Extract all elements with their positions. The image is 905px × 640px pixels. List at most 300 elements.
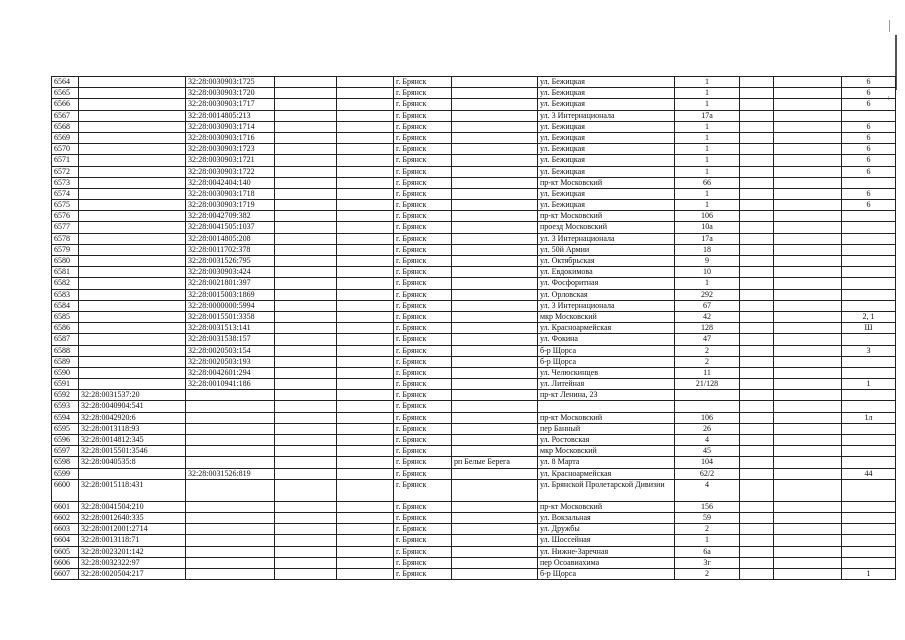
apartment-cell: [842, 244, 896, 255]
street-cell: ул. Евдокимова: [538, 267, 675, 278]
empty-cell: [740, 323, 774, 334]
empty-cell: [740, 121, 774, 132]
apartment-cell: 6: [842, 166, 896, 177]
empty-cell: [337, 267, 394, 278]
settlement-cell: [452, 144, 538, 155]
city-cell: г. Брянск: [394, 435, 452, 446]
empty-cell: [774, 211, 842, 222]
empty-cell: [337, 311, 394, 322]
empty-cell: [275, 379, 337, 390]
settlement-cell: [452, 535, 538, 546]
house-number-cell: 47: [675, 334, 740, 345]
empty-cell: [740, 222, 774, 233]
city-cell: г. Брянск: [394, 121, 452, 132]
row-number: 6579: [52, 244, 79, 255]
apartment-cell: [842, 535, 896, 546]
settlement-cell: [452, 311, 538, 322]
house-number-cell: 1: [675, 155, 740, 166]
city-cell: г. Брянск: [394, 512, 452, 523]
object-cadastral-number: [186, 524, 275, 535]
empty-cell: [740, 166, 774, 177]
object-cadastral-number: 32:28:0000000:5994: [186, 300, 275, 311]
empty-cell: [740, 501, 774, 512]
land-cadastral-number: [79, 345, 186, 356]
object-cadastral-number: 32:28:0042601:294: [186, 367, 275, 378]
settlement-cell: [452, 568, 538, 579]
empty-cell: [740, 256, 774, 267]
house-number-cell: 18: [675, 244, 740, 255]
row-number: 6568: [52, 121, 79, 132]
land-cadastral-number: [79, 121, 186, 132]
row-number: 6566: [52, 99, 79, 110]
object-cadastral-number: [186, 557, 275, 568]
street-cell: ул. Фосфоритная: [538, 278, 675, 289]
house-number-cell: 104: [675, 457, 740, 468]
land-cadastral-number: 32:28:0013118:71: [79, 535, 186, 546]
empty-cell: [774, 524, 842, 535]
table-row: [52, 166, 896, 177]
empty-cell: [337, 200, 394, 211]
empty-cell: [275, 177, 337, 188]
apartment-cell: 6: [842, 99, 896, 110]
row-number: 6584: [52, 300, 79, 311]
row-number: 6601: [52, 501, 79, 512]
empty-cell: [337, 278, 394, 289]
apartment-cell: [842, 267, 896, 278]
house-number-cell: 66: [675, 177, 740, 188]
house-number-cell: 4: [675, 479, 740, 501]
city-cell: г. Брянск: [394, 379, 452, 390]
city-cell: г. Брянск: [394, 423, 452, 434]
object-cadastral-number: 32:28:0030903:1723: [186, 144, 275, 155]
table-row: [52, 323, 896, 334]
land-cadastral-number: [79, 300, 186, 311]
house-number-cell: 1: [675, 121, 740, 132]
house-number-cell: 1: [675, 77, 740, 88]
land-cadastral-number: [79, 144, 186, 155]
object-cadastral-number: 32:28:0014805:208: [186, 233, 275, 244]
house-number-cell: 1: [675, 99, 740, 110]
empty-cell: [275, 188, 337, 199]
object-cadastral-number: [186, 412, 275, 423]
city-cell: г. Брянск: [394, 289, 452, 300]
table-row: [52, 211, 896, 222]
house-number-cell: 1: [675, 278, 740, 289]
object-cadastral-number: 32:28:0031526:795: [186, 256, 275, 267]
empty-cell: [774, 501, 842, 512]
object-cadastral-number: 32:28:0031538:157: [186, 334, 275, 345]
house-number-cell: 21/128: [675, 379, 740, 390]
street-cell: пр-кт Московский: [538, 211, 675, 222]
settlement-cell: рп Белые Берега: [452, 457, 538, 468]
row-number: 6565: [52, 88, 79, 99]
empty-cell: [740, 144, 774, 155]
scan-mark: [889, 20, 890, 32]
street-cell: ул. Ростовская: [538, 435, 675, 446]
empty-cell: [337, 177, 394, 188]
object-cadastral-number: [186, 446, 275, 457]
table-row: [52, 311, 896, 322]
object-cadastral-number: 32:28:0020503:154: [186, 345, 275, 356]
row-number: 6600: [52, 479, 79, 501]
table-row: [52, 278, 896, 289]
empty-cell: [774, 345, 842, 356]
empty-cell: [275, 300, 337, 311]
house-number-cell: [675, 390, 740, 401]
empty-cell: [774, 557, 842, 568]
empty-cell: [740, 267, 774, 278]
empty-cell: [740, 200, 774, 211]
street-cell: ул. Бежицкая: [538, 88, 675, 99]
empty-cell: [275, 367, 337, 378]
table-row: [52, 256, 896, 267]
table-row: [52, 334, 896, 345]
empty-cell: [740, 289, 774, 300]
row-number: 6571: [52, 155, 79, 166]
empty-cell: [774, 166, 842, 177]
street-cell: мкр Московский: [538, 311, 675, 322]
empty-cell: [774, 110, 842, 121]
settlement-cell: [452, 121, 538, 132]
house-number-cell: 106: [675, 211, 740, 222]
city-cell: г. Брянск: [394, 188, 452, 199]
house-number-cell: 106: [675, 412, 740, 423]
empty-cell: [740, 345, 774, 356]
empty-cell: [337, 390, 394, 401]
row-number: 6576: [52, 211, 79, 222]
street-cell: пер Банный: [538, 423, 675, 434]
apartment-cell: [842, 367, 896, 378]
city-cell: г. Брянск: [394, 390, 452, 401]
empty-cell: [337, 88, 394, 99]
table-row: [52, 267, 896, 278]
settlement-cell: [452, 233, 538, 244]
object-cadastral-number: 32:28:0020503:193: [186, 356, 275, 367]
empty-cell: [337, 222, 394, 233]
street-cell: ул. Челюскинцев: [538, 367, 675, 378]
empty-cell: [740, 457, 774, 468]
empty-cell: [275, 412, 337, 423]
apartment-cell: [842, 446, 896, 457]
city-cell: г. Брянск: [394, 501, 452, 512]
empty-cell: [774, 457, 842, 468]
empty-cell: [740, 479, 774, 501]
city-cell: г. Брянск: [394, 345, 452, 356]
empty-cell: [337, 334, 394, 345]
object-cadastral-number: [186, 423, 275, 434]
object-cadastral-number: [186, 512, 275, 523]
empty-cell: [337, 211, 394, 222]
object-cadastral-number: 32:28:0010941:186: [186, 379, 275, 390]
empty-cell: [774, 278, 842, 289]
object-cadastral-number: 32:28:0015003:1869: [186, 289, 275, 300]
object-cadastral-number: 32:28:0030903:1717: [186, 99, 275, 110]
empty-cell: [774, 177, 842, 188]
empty-cell: [275, 401, 337, 412]
settlement-cell: [452, 300, 538, 311]
city-cell: г. Брянск: [394, 211, 452, 222]
apartment-cell: [842, 501, 896, 512]
house-number-cell: 1: [675, 200, 740, 211]
table-row: [52, 121, 896, 132]
object-cadastral-number: 32:28:0030903:1725: [186, 77, 275, 88]
empty-cell: [275, 200, 337, 211]
city-cell: г. Брянск: [394, 77, 452, 88]
house-number-cell: 17а: [675, 110, 740, 121]
house-number-cell: 1: [675, 188, 740, 199]
empty-cell: [774, 412, 842, 423]
land-cadastral-number: 32:28:0023201:142: [79, 546, 186, 557]
apartment-cell: 6: [842, 77, 896, 88]
empty-cell: [774, 446, 842, 457]
settlement-cell: [452, 367, 538, 378]
object-cadastral-number: 32:28:0041505:1037: [186, 222, 275, 233]
object-cadastral-number: 32:28:0021801:397: [186, 278, 275, 289]
settlement-cell: [452, 323, 538, 334]
row-number: 6602: [52, 512, 79, 523]
apartment-cell: 6: [842, 88, 896, 99]
street-cell: ул. Бежицкая: [538, 99, 675, 110]
city-cell: г. Брянск: [394, 244, 452, 255]
settlement-cell: [452, 244, 538, 255]
land-cadastral-number: [79, 356, 186, 367]
empty-cell: [774, 535, 842, 546]
city-cell: г. Брянск: [394, 323, 452, 334]
apartment-cell: 6: [842, 132, 896, 143]
apartment-cell: 1: [842, 568, 896, 579]
city-cell: г. Брянск: [394, 311, 452, 322]
empty-cell: [740, 233, 774, 244]
table-row: [52, 356, 896, 367]
settlement-cell: [452, 356, 538, 367]
empty-cell: [740, 546, 774, 557]
settlement-cell: [452, 256, 538, 267]
apartment-cell: 6: [842, 155, 896, 166]
empty-cell: [337, 345, 394, 356]
empty-cell: [275, 121, 337, 132]
object-cadastral-number: 32:28:0030903:1716: [186, 132, 275, 143]
row-number: 6569: [52, 132, 79, 143]
table-row: [52, 188, 896, 199]
empty-cell: [275, 311, 337, 322]
city-cell: г. Брянск: [394, 132, 452, 143]
land-cadastral-number: [79, 200, 186, 211]
empty-cell: [275, 244, 337, 255]
street-cell: ул. Литейная: [538, 379, 675, 390]
house-number-cell: 6а: [675, 546, 740, 557]
apartment-cell: [842, 300, 896, 311]
street-cell: пр-кт Московский: [538, 412, 675, 423]
empty-cell: [740, 446, 774, 457]
empty-cell: [337, 233, 394, 244]
land-cadastral-number: [79, 289, 186, 300]
object-cadastral-number: [186, 401, 275, 412]
empty-cell: [740, 401, 774, 412]
city-cell: г. Брянск: [394, 468, 452, 479]
land-cadastral-number: [79, 323, 186, 334]
apartment-cell: [842, 289, 896, 300]
street-cell: ул. 3 Интернационала: [538, 110, 675, 121]
city-cell: г. Брянск: [394, 479, 452, 501]
city-cell: г. Брянск: [394, 233, 452, 244]
empty-cell: [740, 300, 774, 311]
land-cadastral-number: [79, 177, 186, 188]
row-number: 6586: [52, 323, 79, 334]
street-cell: мкр Московский: [538, 446, 675, 457]
house-number-cell: 1: [675, 166, 740, 177]
apartment-cell: [842, 390, 896, 401]
row-number: 6564: [52, 77, 79, 88]
empty-cell: [275, 267, 337, 278]
land-cadastral-number: 32:28:0012001:2714: [79, 524, 186, 535]
street-cell: пр-кт Московский: [538, 177, 675, 188]
house-number-cell: 45: [675, 446, 740, 457]
land-cadastral-number: [79, 155, 186, 166]
city-cell: г. Брянск: [394, 401, 452, 412]
apartment-cell: 1л: [842, 412, 896, 423]
empty-cell: [337, 446, 394, 457]
empty-cell: [275, 512, 337, 523]
house-number-cell: 4: [675, 435, 740, 446]
empty-cell: [740, 356, 774, 367]
row-number: 6594: [52, 412, 79, 423]
empty-cell: [275, 457, 337, 468]
apartment-cell: [842, 401, 896, 412]
empty-cell: [774, 132, 842, 143]
empty-cell: [337, 512, 394, 523]
land-cadastral-number: [79, 267, 186, 278]
object-cadastral-number: [186, 457, 275, 468]
row-number: 6575: [52, 200, 79, 211]
empty-cell: [774, 289, 842, 300]
empty-cell: [774, 244, 842, 255]
settlement-cell: [452, 177, 538, 188]
object-cadastral-number: 32:28:0031513:141: [186, 323, 275, 334]
object-cadastral-number: 32:28:0030903:424: [186, 267, 275, 278]
apartment-cell: [842, 435, 896, 446]
empty-cell: [275, 166, 337, 177]
table-row: [52, 200, 896, 211]
settlement-cell: [452, 267, 538, 278]
empty-cell: [337, 155, 394, 166]
table-row: [52, 244, 896, 255]
apartment-cell: 6: [842, 188, 896, 199]
row-number: 6597: [52, 446, 79, 457]
empty-cell: [774, 233, 842, 244]
land-cadastral-number: 32:28:0042920:6: [79, 412, 186, 423]
empty-cell: [740, 557, 774, 568]
settlement-cell: [452, 77, 538, 88]
empty-cell: [275, 557, 337, 568]
row-number: 6591: [52, 379, 79, 390]
empty-cell: [275, 390, 337, 401]
row-number: 6587: [52, 334, 79, 345]
table-row: [52, 144, 896, 155]
table-row: [52, 546, 896, 557]
empty-cell: [740, 278, 774, 289]
empty-cell: [337, 300, 394, 311]
city-cell: г. Брянск: [394, 535, 452, 546]
street-cell: б-р Щорса: [538, 568, 675, 579]
empty-cell: [275, 77, 337, 88]
empty-cell: [275, 323, 337, 334]
land-cadastral-number: [79, 278, 186, 289]
house-number-cell: 11: [675, 367, 740, 378]
empty-cell: [740, 311, 774, 322]
empty-cell: [774, 155, 842, 166]
settlement-cell: [452, 334, 538, 345]
city-cell: г. Брянск: [394, 144, 452, 155]
empty-cell: [740, 412, 774, 423]
row-number: 6590: [52, 367, 79, 378]
empty-cell: [740, 211, 774, 222]
land-cadastral-number: [79, 188, 186, 199]
row-number: 6573: [52, 177, 79, 188]
empty-cell: [740, 334, 774, 345]
row-number: 6589: [52, 356, 79, 367]
object-cadastral-number: [186, 546, 275, 557]
settlement-cell: [452, 446, 538, 457]
land-cadastral-number: [79, 334, 186, 345]
empty-cell: [337, 367, 394, 378]
empty-cell: [337, 379, 394, 390]
table-row: [52, 379, 896, 390]
empty-cell: [275, 144, 337, 155]
table-row: [52, 468, 896, 479]
house-number-cell: 1: [675, 88, 740, 99]
empty-cell: [774, 88, 842, 99]
apartment-cell: [842, 423, 896, 434]
settlement-cell: [452, 155, 538, 166]
land-cadastral-number: 32:28:0040904:541: [79, 401, 186, 412]
empty-cell: [337, 479, 394, 501]
row-number: 6567: [52, 110, 79, 121]
empty-cell: [337, 188, 394, 199]
settlement-cell: [452, 557, 538, 568]
empty-cell: [774, 188, 842, 199]
street-cell: ул. Бежицкая: [538, 144, 675, 155]
table-row: [52, 423, 896, 434]
land-cadastral-number: 32:28:0040535:8: [79, 457, 186, 468]
empty-cell: [337, 132, 394, 143]
table-row: [52, 390, 896, 401]
empty-cell: [275, 446, 337, 457]
empty-cell: [774, 379, 842, 390]
house-number-cell: 42: [675, 311, 740, 322]
settlement-cell: [452, 412, 538, 423]
land-cadastral-number: [79, 244, 186, 255]
city-cell: г. Брянск: [394, 155, 452, 166]
street-cell: ул. Бежицкая: [538, 166, 675, 177]
land-cadastral-number: 32:28:0014812:345: [79, 435, 186, 446]
object-cadastral-number: 32:28:0042404:140: [186, 177, 275, 188]
land-cadastral-number: 32:28:0015118:431: [79, 479, 186, 501]
empty-cell: [337, 77, 394, 88]
street-cell: ул. 8 Марта: [538, 457, 675, 468]
apartment-cell: 2, 1: [842, 311, 896, 322]
table-row: [52, 535, 896, 546]
empty-cell: [740, 468, 774, 479]
object-cadastral-number: 32:28:0030903:1719: [186, 200, 275, 211]
settlement-cell: [452, 166, 538, 177]
registry-body: [52, 77, 896, 580]
city-cell: г. Брянск: [394, 110, 452, 121]
street-cell: проезд Московский: [538, 222, 675, 233]
empty-cell: [337, 144, 394, 155]
empty-cell: [275, 155, 337, 166]
street-cell: ул. Бежицкая: [538, 121, 675, 132]
city-cell: г. Брянск: [394, 177, 452, 188]
